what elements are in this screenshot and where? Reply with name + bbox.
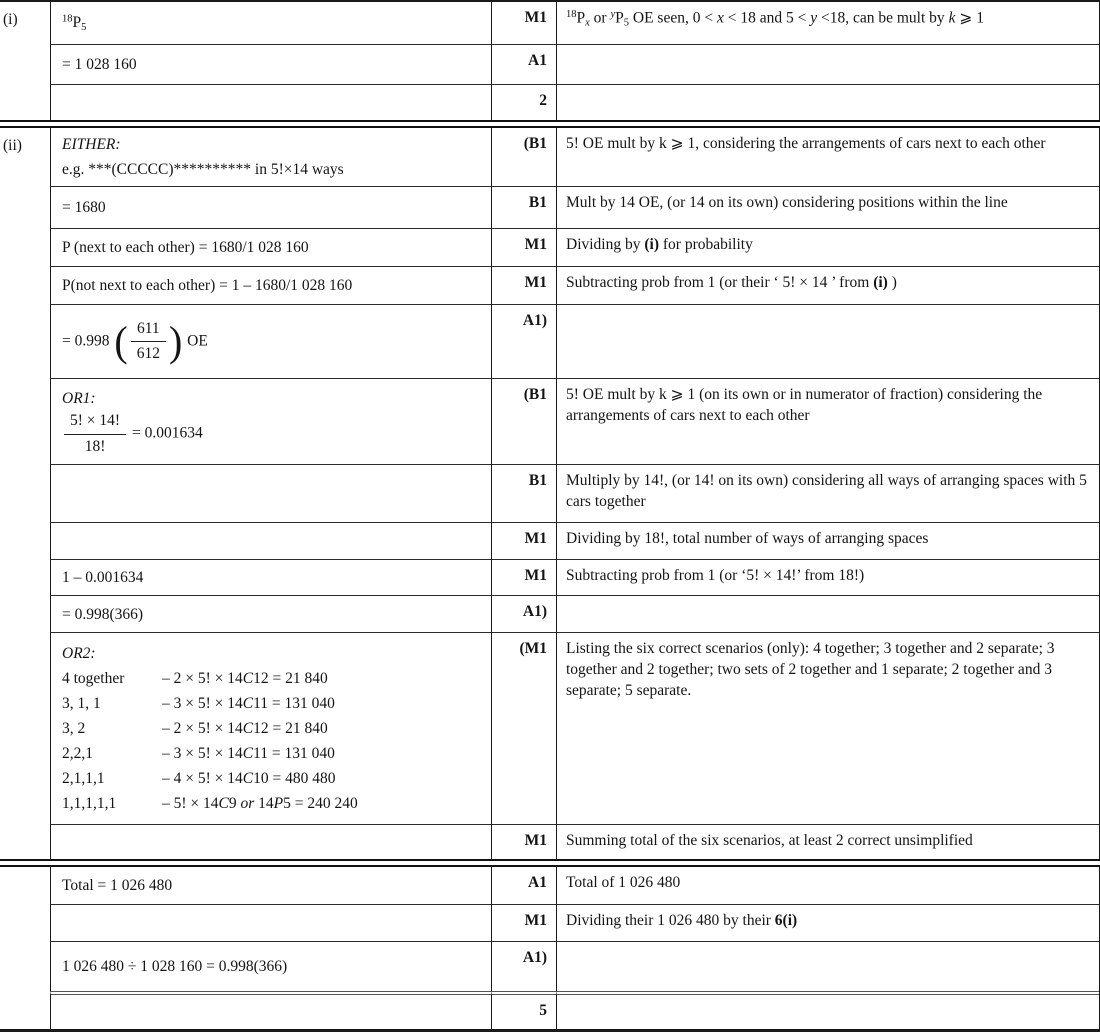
left-paren: ( [114, 317, 128, 365]
mark-cell: A1 [491, 867, 556, 904]
part-label [0, 867, 50, 1029]
mark-cell: (B1 [491, 378, 556, 464]
answer-line [62, 791, 481, 816]
guidance-cell [556, 304, 1099, 378]
answer-line [62, 741, 481, 766]
text-segment: = 0.998(366) [62, 605, 144, 623]
text-segment: OR2: [62, 644, 96, 662]
text-segment: (i) [873, 274, 888, 292]
text-segment: P(not next to each other) = 1 – 1680/1 028 160 [62, 277, 353, 295]
text-segment: = 0.001634 [128, 424, 203, 442]
text-segment: 6(i) [774, 912, 798, 930]
answer-line [62, 235, 481, 260]
guidance-cell [556, 128, 1099, 186]
text-segment: 2,2,1 [62, 745, 93, 763]
answer-line [62, 319, 481, 365]
guidance-cell [556, 559, 1099, 595]
right-paren: ) [168, 317, 183, 365]
guidance-cell [556, 44, 1099, 84]
answer-cell [50, 378, 491, 464]
mark-cell: M1 [491, 559, 556, 595]
answer-cell [50, 522, 491, 559]
answer-cell [50, 595, 491, 632]
text-segment: 11 = 131 040 [253, 745, 335, 763]
answer-line [62, 954, 481, 979]
text-segment: Dividing by 18!, total number of ways of arranging spaces [566, 530, 929, 548]
text-segment: 10 = 480 480 [253, 770, 336, 788]
text-segment: C [242, 720, 254, 738]
text-segment: < 18 and 5 < [723, 9, 811, 27]
text-segment: 611 [136, 319, 160, 337]
text-segment: 18 [62, 13, 73, 25]
answer-line [62, 602, 481, 627]
mark-cell: (M1 [491, 632, 556, 824]
text-segment: Total of 1 026 480 [566, 874, 681, 892]
text-segment: OE seen, 0 < [629, 9, 717, 27]
text-segment: y [810, 9, 818, 27]
answer-line [62, 386, 481, 411]
guidance-cell [556, 186, 1099, 228]
answer-line [62, 873, 481, 898]
fraction-numerator [64, 411, 126, 435]
text-segment: EITHER: [62, 136, 121, 153]
text-segment: P (next to each other) = 1680/1 028 160 [62, 239, 309, 257]
text-segment: 9 [228, 795, 241, 813]
text-segment: Total = 1 026 480 [62, 877, 173, 895]
text-segment: x [585, 17, 590, 29]
guidance-cell [556, 228, 1099, 266]
text-segment: <18, can be mult by [817, 9, 949, 27]
text-segment: 5 [623, 17, 630, 29]
text-segment: 12 = 21 840 [253, 669, 328, 687]
answer-line [62, 641, 481, 666]
guidance-cell [556, 378, 1099, 464]
guidance-cell [556, 2, 1099, 44]
fraction-denominator [64, 435, 126, 458]
text-segment: 3, 2 [62, 720, 86, 738]
answer-cell [50, 186, 491, 228]
answer-cell [50, 44, 491, 84]
text-segment: 5! × 14! [70, 412, 121, 430]
mark-cell: M1 [491, 904, 556, 941]
mark-cell: M1 [491, 522, 556, 559]
guidance-cell [556, 84, 1099, 120]
part-label: (ii) [0, 128, 50, 859]
text-segment: – 2 × 5! × 14 [162, 720, 243, 738]
text-segment: C [242, 669, 254, 687]
guidance-cell [556, 941, 1099, 991]
answer-cell [50, 228, 491, 266]
text-segment: OR1: [62, 390, 96, 408]
fraction [113, 319, 183, 365]
text-segment: P [72, 14, 82, 31]
text-segment: 18! [84, 437, 106, 455]
text-segment: ⩾ 1 [955, 9, 984, 27]
text-segment: k [948, 9, 956, 27]
mark-scheme-section [0, 2, 1100, 120]
guidance-cell [556, 522, 1099, 559]
text-segment: P [576, 9, 586, 27]
text-segment: Subtracting prob from 1 (or their ‘ 5! × 14 ’ from [566, 274, 874, 292]
mark-cell: 5 [491, 991, 556, 1029]
text-segment: 5! OE mult by k ⩾ 1 (on its own or in numerator of fraction) considering the arrangements of cars next to each other [566, 386, 1043, 424]
part-label: (i) [0, 2, 50, 120]
text-segment: P [273, 795, 284, 813]
text-segment: 2,1,1,1 [62, 770, 105, 788]
mark-cell: (B1 [491, 128, 556, 186]
answer-cell [50, 991, 491, 1029]
text-segment: C [242, 745, 254, 763]
mark-scheme-section [0, 867, 1100, 1029]
text-segment: (i) [644, 236, 660, 254]
answer-line [62, 273, 481, 298]
fraction [62, 411, 128, 457]
text-segment: 14 [254, 795, 274, 813]
text-segment: – 3 × 5! × 14 [162, 695, 243, 713]
fraction-denominator [131, 342, 166, 365]
text-segment: 5 [81, 22, 87, 33]
answer-line [62, 132, 481, 157]
guidance-cell [556, 867, 1099, 904]
mark-cell: M1 [491, 266, 556, 304]
text-segment: C [242, 695, 254, 713]
section-separator [0, 120, 1100, 128]
answer-line [62, 716, 481, 741]
text-segment: 1 026 480 ÷ 1 028 160 = 0.998(366) [62, 958, 288, 976]
answer-cell [50, 304, 491, 378]
guidance-cell [556, 595, 1099, 632]
text-segment: Mult by 14 OE, (or 14 on its own) considering positions within the line [566, 194, 1008, 212]
text-segment: 11 = 131 040 [253, 695, 335, 713]
text-segment: – 3 × 5! × 14 [162, 745, 243, 763]
text-segment: Dividing by [566, 236, 645, 254]
answer-cell [50, 84, 491, 120]
text-segment: 3, 1, 1 [62, 695, 101, 713]
section-separator [0, 859, 1100, 867]
mark-cell: M1 [491, 2, 556, 44]
text-segment: x [716, 9, 724, 27]
fraction-stack [64, 411, 126, 457]
text-segment: = 1 028 160 [62, 55, 137, 73]
text-segment: or [589, 9, 611, 27]
mark-cell: A1 [491, 44, 556, 84]
mark-scheme-section [0, 128, 1100, 859]
text-segment: 1 – 0.001634 [62, 569, 144, 587]
answer-cell [50, 904, 491, 941]
text-segment: C [242, 770, 254, 788]
answer-line [62, 666, 481, 691]
guidance-cell [556, 904, 1099, 941]
answer-cell [50, 941, 491, 991]
text-segment: or [240, 795, 255, 813]
mark-cell: B1 [491, 464, 556, 522]
text-segment: OE [183, 332, 208, 350]
answer-line [62, 52, 481, 77]
answer-cell [50, 632, 491, 824]
mark-cell: B1 [491, 186, 556, 228]
mark-cell: A1) [491, 941, 556, 991]
guidance-cell [556, 464, 1099, 522]
answer-cell [50, 867, 491, 904]
guidance-cell [556, 991, 1099, 1029]
text-segment: C [218, 795, 229, 813]
text-segment: 5 = 240 240 [283, 795, 358, 813]
answer-cell [50, 266, 491, 304]
guidance-cell [556, 824, 1099, 859]
text-segment: 5! OE mult by k ⩾ 1, considering the arrangements of cars next to each other [566, 135, 1046, 152]
answer-cell [50, 128, 491, 186]
guidance-cell [556, 632, 1099, 824]
answer-cell [50, 2, 491, 44]
text-segment: ) [887, 274, 897, 292]
text-segment: = 1680 [62, 199, 106, 217]
text-segment: Multiply by 14!, (or 14! on its own) considering all ways of arranging spaces with 5 cars together [566, 472, 1087, 510]
mark-cell: M1 [491, 824, 556, 859]
text-segment: Summing total of the six scenarios, at least 2 correct unsimplified [566, 832, 973, 850]
answer-cell [50, 559, 491, 595]
text-segment: P [615, 9, 624, 27]
answer-line [62, 10, 481, 36]
fraction-numerator [131, 319, 166, 343]
answer-line [62, 565, 481, 590]
mark-cell: A1) [491, 304, 556, 378]
fraction-stack [131, 319, 166, 365]
answer-cell [50, 824, 491, 859]
text-segment: Subtracting prob from 1 (or ‘5! × 14!’ from 18!) [566, 567, 865, 585]
answer-line [62, 766, 481, 791]
answer-line [62, 157, 481, 182]
text-segment: e.g. ***(CCCCC)********** in 5!×14 ways [62, 161, 344, 179]
text-segment: 4 together [62, 669, 125, 687]
answer-line [62, 411, 481, 457]
text-segment: 1,1,1,1,1 [62, 795, 117, 813]
text-segment: = 0.998 [62, 332, 114, 350]
text-segment: – 2 × 5! × 14 [162, 669, 243, 687]
guidance-cell [556, 266, 1099, 304]
text-segment: – 5! × 14 [162, 795, 219, 813]
text-segment: Dividing their 1 026 480 by their [566, 912, 775, 930]
answer-cell [50, 464, 491, 522]
mark-cell: A1) [491, 595, 556, 632]
answer-line [62, 195, 481, 220]
text-segment: Listing the six correct scenarios (only): 4 together; 3 together and 2 separate; 3 together and 2 together; two sets of 2 together and 1 separate; 2 together and 3 separate; 5 separate. [566, 640, 1055, 699]
mark-cell: M1 [491, 228, 556, 266]
text-segment: for probability [659, 236, 753, 254]
text-segment: 612 [136, 345, 160, 363]
text-segment: 18 [566, 9, 577, 20]
text-segment: y [610, 9, 616, 20]
mark-cell: 2 [491, 84, 556, 120]
answer-line [62, 691, 481, 716]
text-segment: 12 = 21 840 [253, 720, 328, 738]
text-segment: – 4 × 5! × 14 [162, 770, 243, 788]
